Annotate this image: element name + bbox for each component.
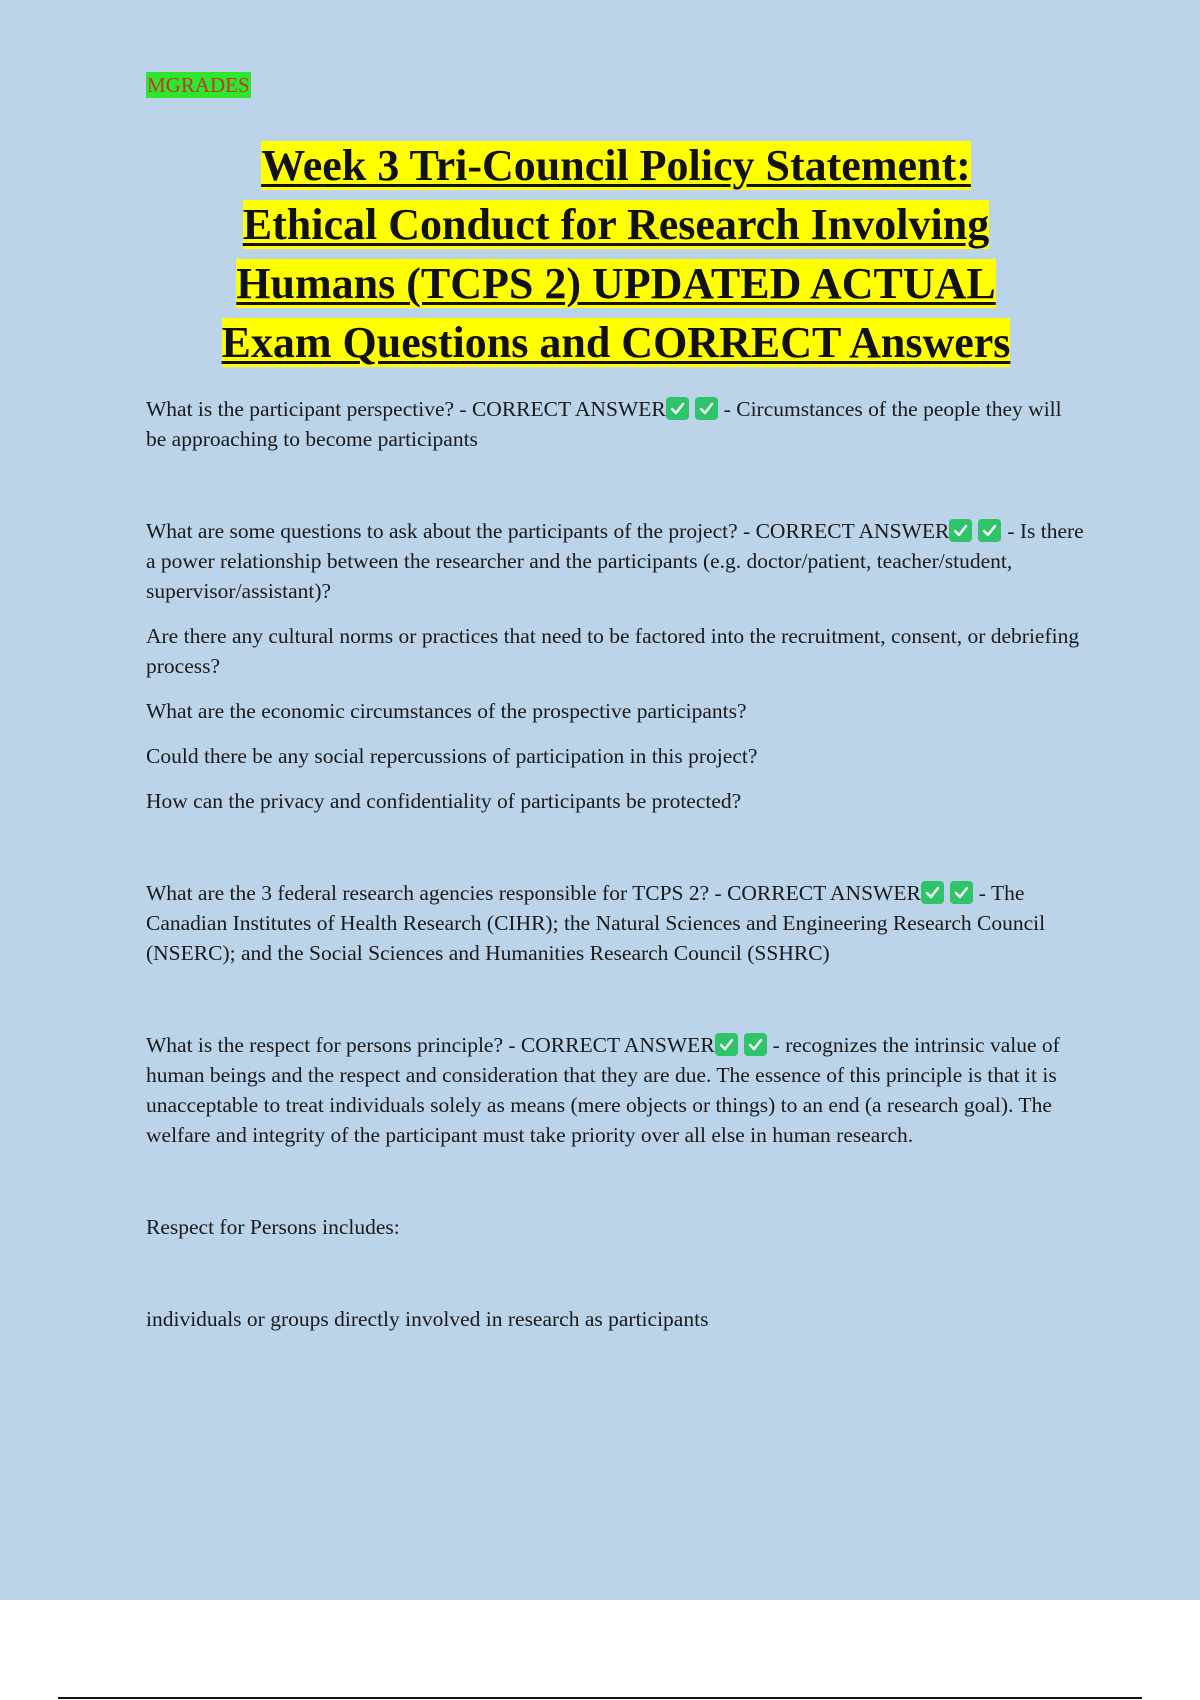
document-title <box>126 136 1106 372</box>
qa-text <box>146 394 1086 454</box>
qa-item <box>146 516 1086 816</box>
check-mark-icon <box>978 519 1001 542</box>
question-text: What are the 3 federal research agencies responsible for TCPS 2? - <box>146 881 728 905</box>
correct-answer-label: CORRECT ANSWER <box>520 1033 715 1057</box>
question-text: What is the respect for persons principle? - <box>146 1033 521 1057</box>
check-mark-icon <box>949 519 972 542</box>
section-text: Respect for Persons includes: <box>146 1215 400 1239</box>
check-mark-icon <box>744 1033 767 1056</box>
correct-answer-label: CORRECT ANSWER <box>727 881 921 905</box>
brand-label: MGRADES <box>147 73 250 97</box>
qa-item <box>146 878 1086 968</box>
answer-text: - Is there a power relationship between the researcher and the participants (e.g. doctor/patient, teacher/student, supervisor/assistant)? <box>146 519 1084 603</box>
brand-watermark <box>146 72 1086 98</box>
title-line: Exam Questions and CORRECT Answers <box>221 318 1011 367</box>
check-mark-icon <box>715 1033 738 1056</box>
correct-answer-label: CORRECT ANSWER <box>755 519 950 543</box>
answer-paragraph: What are the economic circumstances of the prospective participants? <box>146 699 747 723</box>
check-mark-icon <box>950 881 973 904</box>
qa-item <box>146 1304 1086 1334</box>
question-text: What is the participant perspective? - <box>146 397 472 421</box>
title-line: Week 3 Tri-Council Policy Statement: <box>261 141 971 190</box>
footer-divider <box>58 1697 1142 1699</box>
correct-answer-label: CORRECT ANSWER <box>471 397 666 421</box>
qa-text <box>146 1030 1086 1150</box>
answer-text: - recognizes the intrinsic value of human beings and the respect and consideration that they are due. The essence of this principle is that it is unacceptable to treat individuals solely as means (mere objects or things) to an end (a research goal). The welfare and integrity of the participant must take priority over all else in human research. <box>146 1033 1060 1147</box>
title-line: Ethical Conduct for Research Involving <box>242 200 990 249</box>
document-content <box>146 72 1086 1334</box>
answer-paragraph: How can the privacy and confidentiality of participants be protected? <box>146 789 742 813</box>
check-mark-icon <box>666 397 689 420</box>
answer-paragraph: Are there any cultural norms or practices that need to be factored into the recruitment, consent, or debriefing process? <box>146 624 1080 678</box>
qa-item <box>146 1212 1086 1242</box>
title-line: Humans (TCPS 2) UPDATED ACTUAL <box>236 259 996 308</box>
qa-text <box>146 878 1086 968</box>
answer-paragraph: Could there be any social repercussions of participation in this project? <box>146 744 758 768</box>
answer-text: - Circumstances of the people they will be approaching to become participants <box>146 397 1062 451</box>
qa-text <box>146 516 1086 606</box>
question-text: What are some questions to ask about the participants of the project? - <box>146 519 756 543</box>
qa-item <box>146 1030 1086 1150</box>
qa-item <box>146 394 1086 454</box>
check-mark-icon <box>921 881 944 904</box>
section-text: individuals or groups directly involved in research as participants <box>146 1307 709 1331</box>
answer-text: - The Canadian Institutes of Health Research (CIHR); the Natural Sciences and Engineering Research Council (NSERC); and the Social Sciences and Humanities Research Council (SSHRC) <box>146 881 1046 965</box>
check-mark-icon <box>695 397 718 420</box>
